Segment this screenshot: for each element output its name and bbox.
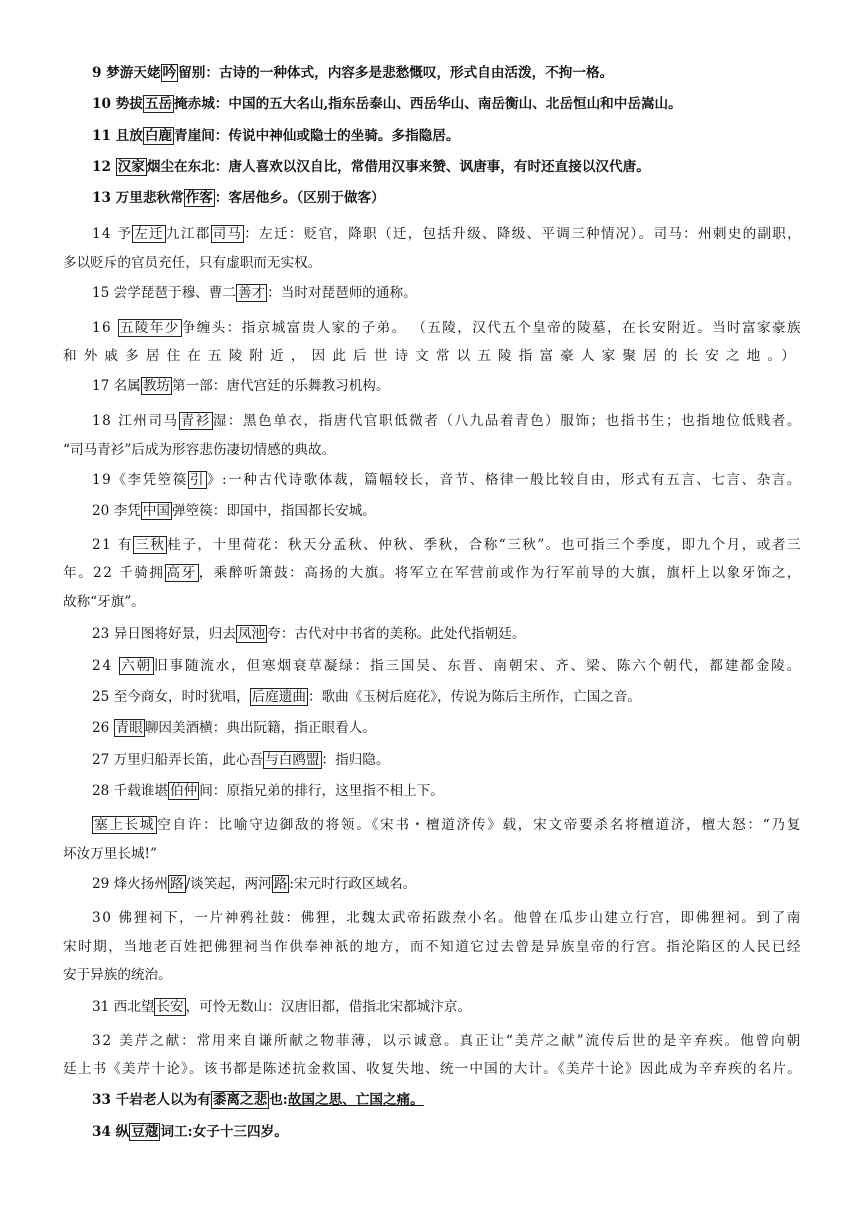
text-run: ，乘醉听箫鼓：高扬的大旗。将军立在军营前或作为行军前导的大旗，旗杆上以象牙饰之， [198, 565, 803, 581]
text-run: 青崖间：传说中神仙或隐士的坐骑。多指隐居。 [174, 128, 460, 144]
note-line [92, 126, 460, 146]
note-line [92, 656, 802, 676]
text-run: 烟尘在东北：唐人喜欢以汉自比，常借用汉事来赞、讽唐事，有时还直接以汉代唐。 [146, 159, 650, 175]
note-line [63, 592, 145, 612]
boxed-term: 善才 [237, 285, 266, 301]
note-line [92, 815, 802, 835]
text-run: 湿：黑色单衣，指唐代官职低微者（八九品着青色）服饰；也指书生；也指地位低贱者。 [212, 413, 802, 429]
boxed-term: 吟 [162, 65, 177, 81]
text-run: 30 佛狸祠下，一片神鸦社鼓：佛狸，北魏太武帝拓跋焘小名。他曾在瓜步山建立行宫，即佛狸祠。到了南 [92, 910, 802, 926]
text-run: 33 千岩老人以为有 [92, 1092, 211, 1108]
text-run: ：当时对琵琶师的通称。 [267, 285, 417, 301]
text-run: 29 烽火扬州 [92, 876, 168, 892]
text-run: 间：原指兄弟的排行，这里指不相上下。 [199, 783, 444, 799]
boxed-term: 路 [273, 876, 288, 892]
text-run: 词工:女子十三四岁。 [160, 1124, 288, 1140]
text-run: ：左迁：贬官，降职（迁，包括升级、降级、平调三种情况）。司马：州刺史的副职， [244, 226, 803, 242]
text-run: 28 千载谁堪 [92, 783, 168, 799]
text-run: 13 万里悲秋常 [92, 190, 184, 206]
text-run: 14 予 [92, 226, 133, 242]
text-run: ：指归隐。 [321, 752, 390, 768]
note-line [92, 470, 802, 490]
note-line [92, 535, 802, 555]
boxed-term: 路 [170, 876, 184, 892]
note-line [92, 1122, 288, 1142]
boxed-term: 司马 [212, 226, 243, 242]
text-run: 争缠头：指京城富贵人家的子弟。 （五陵，汉代五个皇帝的陵墓，在长安附近。当时富家豪族 [181, 320, 802, 336]
boxed-term: 白鹿 [144, 128, 173, 144]
boxed-term: 塞上长城 [94, 817, 156, 833]
note-line [92, 318, 802, 338]
underlined-text: 故国之思、亡国之痛。 [287, 1092, 424, 1108]
boxed-term: 凤池 [237, 626, 266, 642]
text-run: 留别：古诗的一种体式，内容多是悲愁慨叹，形式自由活泼，不拘一格。 [178, 65, 614, 81]
boxed-term: 青衫 [180, 413, 211, 429]
text-run: 旧事随流水，但寒烟衰草凝绿：指三国吴、东晋、南朝宋、齐、梁、陈六个朝代，都建都金陵。 [153, 658, 802, 674]
text-run: 34 纵 [92, 1124, 130, 1140]
text-run: 20 李凭 [92, 503, 141, 519]
text-run: :宋元时行政区域名。 [289, 876, 417, 892]
text-run: 12 [92, 159, 116, 175]
note-line [63, 844, 157, 864]
text-run: 25 至今商女，时时犹唱， [92, 689, 250, 705]
text-run: 空自许：比喻守边御敌的将领。《宋书・檀道济传》载，宋文帝要杀名将檀道济，檀大怒：“乃复 [157, 817, 802, 833]
text-run: 31 西北望 [92, 999, 155, 1015]
text-run: 掩赤城：中国的五大名山,指东岳泰山、西岳华山、南岳衡山、北岳恒山和中岳嵩山。 [174, 96, 682, 112]
boxed-term: 汉家 [117, 159, 145, 175]
boxed-term: 中国 [142, 503, 170, 519]
boxed-term: 豆蔻 [131, 1124, 159, 1140]
boxed-term: 作客 [185, 190, 213, 206]
boxed-term: 左迁 [134, 226, 164, 242]
note-line [92, 718, 376, 738]
text-run: 18 江州司马 [92, 413, 179, 429]
text-run: 坏汝万里长城!” [63, 846, 157, 862]
note-line [92, 188, 385, 208]
note-line [63, 937, 802, 957]
text-run: 32 美芹之献：常用来自谦所献之物菲薄，以示诚意。真正让“美芹之献”流传后世的是辛弃疾。他曾向朝 [92, 1033, 802, 1049]
boxed-term: 高牙 [166, 565, 197, 581]
boxed-term: 伯仲 [170, 783, 198, 799]
text-run: 16 [92, 320, 118, 336]
text-run: 聊因美酒横：典出阮籍，指正眼看人。 [144, 720, 376, 736]
note-line [63, 965, 172, 985]
text-run: 廷上书《美芹十论》。该书都是陈述抗金救国、收复失地、统一中国的大计。《美芹十论》因此成为辛弃疾的名片。 [63, 1061, 802, 1077]
boxed-term: 六朝 [121, 658, 152, 674]
note-line [92, 283, 417, 303]
text-run: 也: [269, 1092, 288, 1108]
text-run: 21 有 [92, 537, 134, 553]
text-run: 年。22 千骑拥 [63, 565, 165, 581]
text-run: 10 势拔 [92, 96, 143, 112]
boxed-term: 教坊 [142, 378, 170, 394]
note-line [63, 346, 802, 366]
boxed-term: 与白鸥盟 [265, 752, 320, 768]
text-run: 九江郡 [165, 226, 211, 242]
text-run: 安于异族的统治。 [63, 967, 172, 983]
text-run: ：歌曲《玉树后庭花》，传说为陈后主所作，亡国之音。 [307, 689, 641, 705]
text-run: ：客居他乡。（区别于做客） [214, 190, 385, 206]
note-line [92, 1031, 802, 1051]
note-line [92, 501, 376, 521]
text-run: 》:一种古代诗歌体裁，篇幅较长，音节、格律一般比较自由，形式有五言、七言、杂言。 [206, 472, 802, 488]
note-line [92, 874, 416, 894]
note-line [63, 563, 802, 583]
note-line [92, 63, 613, 83]
boxed-term: 长安 [156, 999, 184, 1015]
text-run: 宋时期，当地老百姓把佛狸祠当作供奉神祇的地方，而不知道它过去曾是异族皇帝的行宫。指沦陷区的人民已经 [63, 939, 802, 955]
text-run: 11 且放 [92, 128, 143, 144]
text-run: 24 [92, 658, 120, 674]
text-run: “司马青衫”后成为形容悲伤凄切情感的典故。 [63, 442, 336, 458]
text-run: 故称“牙旗”。 [63, 594, 145, 610]
note-line [92, 224, 802, 244]
boxed-term: 后庭遗曲 [251, 689, 306, 705]
note-line [63, 1059, 802, 1079]
text-run: 19《李凭箜篌 [92, 472, 188, 488]
text-run: 桂子，十里荷花：秋天分孟秋、仲秋、季秋，合称“三秋”。也可指三个季度，即九个月，或者三 [167, 537, 802, 553]
text-run: 15 尝学琵琶于穆、曹二 [92, 285, 236, 301]
note-line [63, 440, 335, 460]
note-line [92, 687, 641, 707]
text-run: 夸：古代对中书省的美称。此处代指朝廷。 [267, 626, 526, 642]
text-run: 26 [92, 720, 114, 736]
note-line [92, 781, 444, 801]
text-run: ，可怜无数山：汉唐旧都，借指北宋都城汴京。 [185, 999, 472, 1015]
text-run: 和外戚多居住在五陵附近，因此后世诗文常以五陵指富豪人家聚居的长安之地。） [63, 348, 802, 364]
note-line [63, 253, 321, 273]
boxed-term: 黍离之悲 [212, 1092, 268, 1108]
note-line [92, 1090, 424, 1110]
boxed-term: 五岳 [144, 96, 173, 112]
text-run: 多以贬斥的官员充任，只有虚职而无实权。 [63, 255, 322, 271]
note-line [92, 997, 471, 1017]
text-run: 9 梦游天姥 [92, 65, 161, 81]
note-line [92, 624, 525, 644]
boxed-term: 青眼 [115, 720, 143, 736]
text-run: 第一部：唐代宫廷的乐舞教习机构。 [172, 378, 390, 394]
boxed-term: 引 [189, 472, 205, 488]
note-line [92, 157, 650, 177]
text-run: /谈笑起，两河 [185, 876, 272, 892]
note-line [92, 94, 682, 114]
note-line [92, 376, 390, 396]
text-run: 23 异日图将好景，归去 [92, 626, 236, 642]
note-line [92, 908, 802, 928]
boxed-term: 三秋 [135, 537, 166, 553]
note-line [92, 411, 802, 431]
text-run: 27 万里归船弄长笛，此心吾 [92, 752, 264, 768]
text-run: 弹箜篌：即国中，指国都长安城。 [172, 503, 376, 519]
text-run: 17 名属 [92, 378, 141, 394]
boxed-term: 五陵年少 [119, 320, 180, 336]
note-line [92, 750, 390, 770]
